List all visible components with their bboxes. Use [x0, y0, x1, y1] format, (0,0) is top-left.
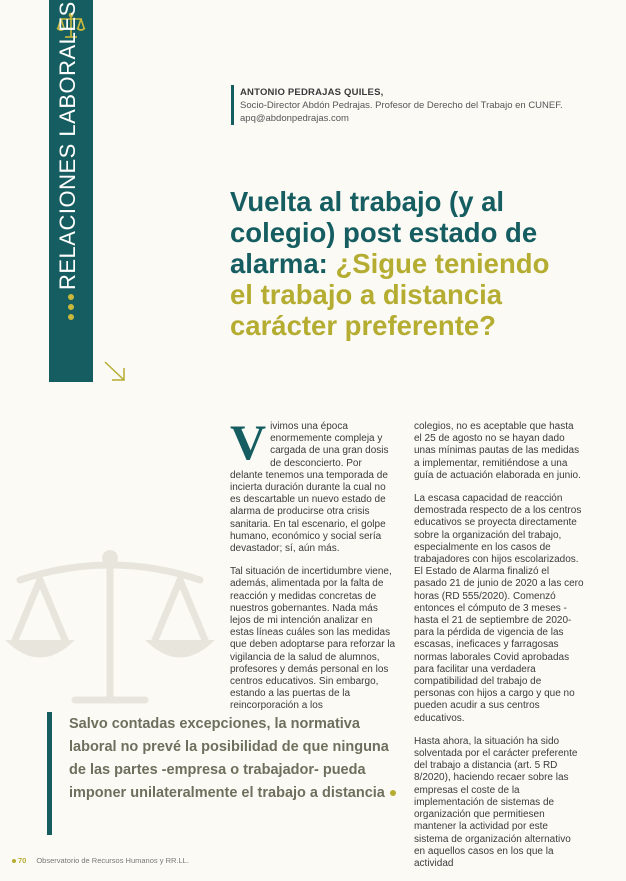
- scales-watermark-icon: [0, 540, 220, 710]
- page-footer: [12, 856, 189, 865]
- author-bar: [231, 85, 234, 125]
- page-number: 70: [18, 856, 27, 865]
- arrow-down-right-icon: [103, 360, 127, 382]
- paragraph: Hasta ahora, la situación ha sido solventada por el carácter preferente del trabajo a distancia (art. 5 RD 8/2020), haciendo recaer sobre las empresas el coste de la implementación de sistemas de organización que permitiesen mantener la actividad por este sistema de organización alternativo en aquellos casos en los que la actividad: [414, 735, 578, 869]
- pullquote-bar: [47, 712, 52, 835]
- section-label: RELACIONES LABORALES: [55, 1, 80, 290]
- pullquote-dot: [390, 790, 396, 796]
- publication-name: Observatorio de Recursos Humanos y RR.LL.: [36, 856, 189, 865]
- paragraph: ivimos una época enormemente compleja y cargada de una gran dosis de desconcierto. Por delante tenemos una temporada de incierta duración durante la cual no es descartable un nuevo estado de alarma de producirse otra crisis sanitaria. En tal escenario, el golpe humano, económico y social sería devastador; sí, aún más.: [230, 421, 389, 555]
- footer-dot: [12, 859, 16, 863]
- author-name: ANTONIO PEDRAJAS QUILES,: [240, 87, 384, 98]
- author-block: [240, 86, 563, 125]
- paragraph: La escasa capacidad de reacción demostrada respecto de a los centros educativos se proyecta directamente sobre la organización del trabajo, especialmente en los casos de trabajadores con hijos escolarizados. El Estado de Alarma finalizó el pasado 21 de junio de 2020 a las cero horas (RD 555/2020). Comenzó entonces el cómputo de 3 meses -hasta el 21 de septiembre de 2020- para la pérdida de vigencia de las escasas, ineficaces y farragosas normas laborales Covid aprobadas para facilitar una verdadera compatibilidad del trabajo de personas con hijos a cargo y que no pueden acudir a sus centros educativos.: [414, 493, 584, 724]
- section-dots: [63, 294, 79, 320]
- author-email[interactable]: apq@abdonpedrajas.com: [240, 113, 349, 124]
- body-column-2: [414, 421, 584, 881]
- title-part1: Vuelta al trabajo (y al colegio) post estado de alarma:: [230, 186, 538, 279]
- section-sidebar: [49, 0, 93, 382]
- title-part2: ¿Sigue teniendo el trabajo a distancia carácter preferente?: [230, 248, 550, 341]
- dropcap: V: [230, 414, 267, 470]
- pullquote-text: Salvo contadas excepciones, la normativa laboral no prevé la posibilidad de que ninguna de las partes -empresa o trabajador- pueda imponer unilateralmente el trabajo a distancia: [69, 716, 389, 801]
- author-role: Socio-Director Abdón Pedrajas. Profesor de Derecho del Trabajo en CUNEF.: [240, 100, 563, 111]
- body-column-1: [230, 414, 396, 724]
- article-title: [230, 186, 570, 341]
- pullquote: [69, 713, 399, 805]
- paragraph: Tal situación de incertidumbre viene, además, alimentada por la falta de reacción y medidas concretas de nuestros gobernantes. Nada más lejos de mi intención analizar en estas líneas cuáles son las medidas que deben adoptarse para reforzar la vigilancia de la salud de alumnos, profesores y demás personal en los centros educativos. Sin embargo, estando a las puertas de la reincorporación a los: [230, 566, 396, 712]
- paragraph: colegios, no es aceptable que hasta el 25 de agosto no se hayan dado unas mínimas pautas de las medidas a implementar, remitiéndose a una guía de actuación elaborada en junio.: [414, 421, 581, 481]
